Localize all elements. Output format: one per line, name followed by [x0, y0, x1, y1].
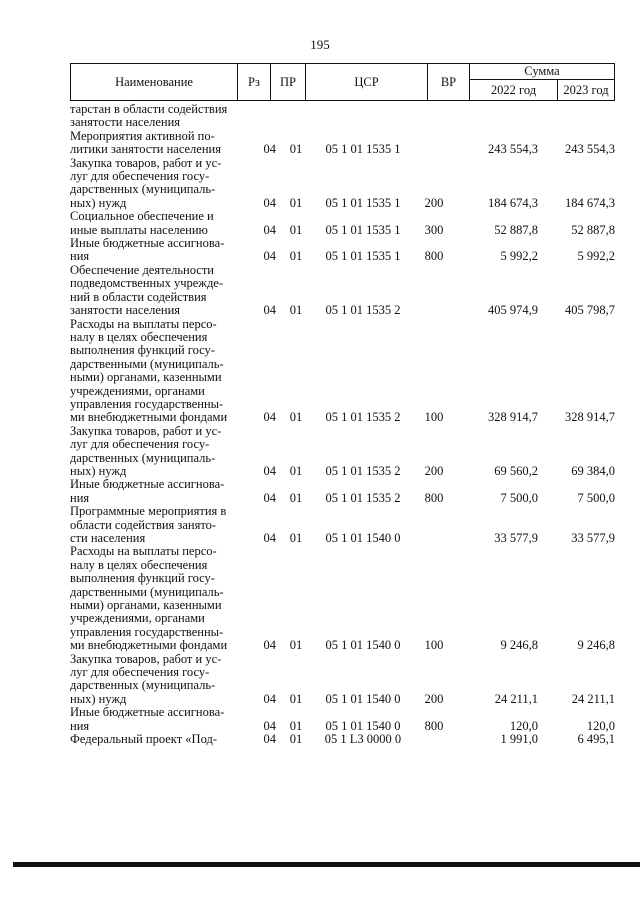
- row-sum-2022: 7 500,0: [500, 490, 538, 505]
- row-sum-2022: 52 887,8: [494, 222, 538, 237]
- row-sum-2023: 69 384,0: [571, 463, 615, 478]
- row-pr: 01: [289, 531, 303, 545]
- row-name: [70, 103, 236, 130]
- row-name-line: литики занятости населения: [70, 142, 221, 157]
- row-name-line: ми внебюджетными фондами: [70, 410, 228, 425]
- row-sum-2022: 1 991,0: [500, 732, 538, 747]
- row-vr: 800: [424, 249, 444, 264]
- row-rz: 04: [263, 222, 276, 237]
- row-vr: 100: [424, 638, 444, 653]
- table-body: [70, 103, 615, 747]
- row-name-line: налу в целях обеспечения: [70, 557, 208, 572]
- row-name-line: Обеспечение деятельности: [70, 262, 215, 277]
- header-sum: Сумма: [470, 64, 615, 80]
- row-pr: 01: [289, 410, 303, 425]
- row-sum-2022: 328 914,7: [488, 410, 538, 425]
- row-name-line: Расходы на выплаты персо-: [70, 544, 217, 559]
- row-name-line: иные выплаты населению: [70, 222, 208, 237]
- row-name-line: Программные мероприятия в: [70, 504, 227, 519]
- row-sum-2022: 184 674,3: [488, 195, 538, 210]
- table-row: [70, 653, 615, 707]
- row-name-line: управления государственны-: [70, 396, 224, 411]
- table-row: [70, 505, 615, 545]
- row-name-line: управления государственны-: [70, 624, 224, 639]
- row-rz: 04: [263, 691, 276, 706]
- row-vr: 200: [424, 463, 444, 478]
- row-vr: 100: [424, 410, 444, 425]
- row-rz: 04: [263, 732, 276, 747]
- row-sum-2023: 5 992,2: [577, 249, 615, 264]
- table-row: [70, 733, 615, 746]
- row-sum-2023: 7 500,0: [577, 490, 615, 505]
- row-name-line: тарстан в области содействия: [70, 102, 228, 116]
- row-csr: 05 1 01 1535 1: [325, 195, 401, 210]
- row-csr: 05 1 01 1535 2: [325, 463, 401, 478]
- row-sum-2022: 5 992,2: [500, 249, 538, 264]
- row-name-line: ными) органами, казенными: [70, 370, 222, 385]
- row-name-line: дарственных (муниципаль-: [70, 182, 216, 197]
- header-2023: 2023 год: [558, 80, 615, 101]
- row-rz: 04: [263, 718, 276, 733]
- row-name-line: подведомственных учрежде-: [70, 276, 224, 291]
- row-sum-2022: 69 560,2: [494, 463, 538, 478]
- row-csr: 05 1 01 1540 0: [325, 691, 401, 706]
- row-name-line: Закупка товаров, работ и ус-: [70, 155, 222, 170]
- row-pr: 01: [289, 249, 303, 264]
- row-name-line: Мероприятия активной по-: [70, 128, 215, 143]
- header-vr: ВР: [428, 64, 470, 101]
- row-name: [70, 478, 236, 505]
- row-name-line: луг для обеспечения госу-: [70, 169, 210, 184]
- row-sum-2022: 24 211,1: [494, 691, 538, 706]
- row-name-line: занятости населения: [70, 115, 181, 130]
- row-name-line: выполнения функций госу-: [70, 571, 215, 586]
- row-csr: 05 1 L3 0000 0: [324, 732, 402, 747]
- row-name: [70, 130, 236, 157]
- row-csr: 05 1 01 1535 2: [325, 490, 401, 505]
- row-pr: 01: [289, 463, 303, 478]
- row-name-line: ными) органами, казенными: [70, 598, 222, 613]
- row-name-line: Закупка товаров, работ и ус-: [70, 651, 222, 666]
- row-csr: 05 1 01 1540 0: [325, 638, 401, 653]
- row-sum-2023: 9 246,8: [577, 638, 615, 653]
- table-row: [70, 264, 615, 318]
- row-pr: 01: [289, 222, 303, 237]
- row-sum-2023: 184 674,3: [565, 195, 615, 210]
- header-2022: 2022 год: [470, 80, 558, 101]
- row-name-line: занятости населения: [70, 303, 181, 318]
- row-name-line: ми внебюджетными фондами: [70, 638, 228, 653]
- row-pr: 01: [289, 195, 303, 210]
- row-rz: 04: [263, 490, 276, 505]
- table-row: [70, 545, 615, 652]
- row-name: [70, 210, 236, 237]
- row-name-line: Иные бюджетные ассигнова-: [70, 477, 225, 492]
- row-name-line: учреждениями, органами: [70, 383, 205, 398]
- row-name: [70, 545, 236, 652]
- table-row: [70, 157, 615, 211]
- row-pr: 01: [289, 303, 303, 318]
- row-name-line: сти населения: [70, 531, 146, 545]
- row-rz: 04: [263, 410, 276, 425]
- row-vr: 800: [424, 490, 444, 505]
- row-sum-2022: 33 577,9: [494, 531, 538, 545]
- row-name: [70, 264, 236, 318]
- row-rz: 04: [263, 531, 276, 545]
- table-row: [70, 130, 615, 157]
- row-name-line: ных) нужд: [70, 691, 127, 706]
- row-rz: 04: [263, 195, 276, 210]
- row-sum-2022: 405 974,9: [488, 303, 538, 318]
- row-name-line: выполнения функций госу-: [70, 343, 215, 358]
- row-name-line: Закупка товаров, работ и ус-: [70, 423, 222, 438]
- row-vr: 300: [424, 222, 444, 237]
- row-name-line: учреждениями, органами: [70, 611, 205, 626]
- row-name: [70, 653, 236, 707]
- header-csr: ЦСР: [306, 64, 428, 101]
- row-csr: 05 1 01 1540 0: [325, 531, 401, 545]
- row-vr: 800: [424, 718, 444, 733]
- row-vr: 200: [424, 691, 444, 706]
- row-sum-2023: 328 914,7: [565, 410, 615, 425]
- row-rz: 04: [263, 142, 276, 157]
- row-sum-2023: 52 887,8: [571, 222, 615, 237]
- row-pr: 01: [289, 718, 303, 733]
- row-sum-2023: 6 495,1: [577, 732, 615, 747]
- row-csr: 05 1 01 1535 2: [325, 410, 401, 425]
- row-vr: 200: [424, 195, 444, 210]
- row-sum-2023: 243 554,3: [565, 142, 615, 157]
- row-name-line: Социальное обеспечение и: [70, 209, 214, 224]
- row-sum-2023: 405 798,7: [565, 303, 615, 318]
- table-row: [70, 103, 615, 130]
- row-csr: 05 1 01 1540 0: [325, 718, 401, 733]
- table-row: [70, 318, 615, 425]
- row-name-line: ных) нужд: [70, 195, 127, 210]
- table-row: [70, 237, 615, 264]
- table-header: [70, 63, 615, 101]
- page-number: 195: [310, 37, 330, 52]
- row-name-line: ния: [70, 490, 90, 505]
- row-name-line: луг для обеспечения госу-: [70, 665, 210, 680]
- row-name: [70, 157, 236, 211]
- row-rz: 04: [263, 303, 276, 318]
- row-name-line: ний в области содействия: [70, 289, 207, 304]
- row-sum-2023: 24 211,1: [571, 691, 615, 706]
- row-name-line: луг для обеспечения госу-: [70, 437, 210, 452]
- row-name-line: налу в целях обеспечения: [70, 329, 208, 344]
- table-row: [70, 478, 615, 505]
- row-sum-2022: 9 246,8: [500, 638, 538, 653]
- row-name-line: дарственными (муниципаль-: [70, 584, 224, 599]
- row-name: [70, 733, 236, 746]
- row-name-line: дарственными (муниципаль-: [70, 356, 224, 371]
- row-name: [70, 425, 236, 479]
- row-sum-2022: 243 554,3: [488, 142, 538, 157]
- table-row: [70, 706, 615, 733]
- row-name-line: ния: [70, 249, 90, 264]
- row-name-line: Расходы на выплаты персо-: [70, 316, 217, 331]
- row-sum-2023: 33 577,9: [571, 531, 615, 545]
- table-row: [70, 210, 615, 237]
- header-name: Наименование: [71, 64, 238, 101]
- row-pr: 01: [289, 691, 303, 706]
- header-pr: ПР: [271, 64, 306, 101]
- row-pr: 01: [289, 638, 303, 653]
- row-pr: 01: [289, 142, 303, 157]
- row-csr: 05 1 01 1535 1: [325, 222, 401, 237]
- row-name: [70, 706, 236, 733]
- row-name-line: области содействия занято-: [70, 517, 217, 532]
- row-rz: 04: [263, 249, 276, 264]
- row-name-line: Иные бюджетные ассигнова-: [70, 705, 225, 720]
- row-csr: 05 1 01 1535 1: [325, 249, 401, 264]
- row-sum-2022: 120,0: [509, 718, 538, 733]
- row-name-line: дарственных (муниципаль-: [70, 678, 216, 693]
- table-row: [70, 425, 615, 479]
- row-csr: 05 1 01 1535 1: [325, 142, 401, 157]
- row-rz: 04: [263, 638, 276, 653]
- row-name-line: Иные бюджетные ассигнова-: [70, 236, 225, 251]
- row-rz: 04: [263, 463, 276, 478]
- row-name-line: ных) нужд: [70, 463, 127, 478]
- row-name-line: Федеральный проект «Под-: [70, 732, 217, 747]
- row-sum-2023: 120,0: [586, 718, 615, 733]
- row-name: [70, 237, 236, 264]
- bottom-border: [13, 862, 640, 867]
- row-name-line: ния: [70, 718, 90, 733]
- row-name: [70, 318, 236, 425]
- row-name: [70, 505, 236, 545]
- header-rz: Рз: [238, 64, 271, 101]
- row-name-line: дарственных (муниципаль-: [70, 450, 216, 465]
- row-csr: 05 1 01 1535 2: [325, 303, 401, 318]
- row-pr: 01: [289, 732, 303, 747]
- row-pr: 01: [289, 490, 303, 505]
